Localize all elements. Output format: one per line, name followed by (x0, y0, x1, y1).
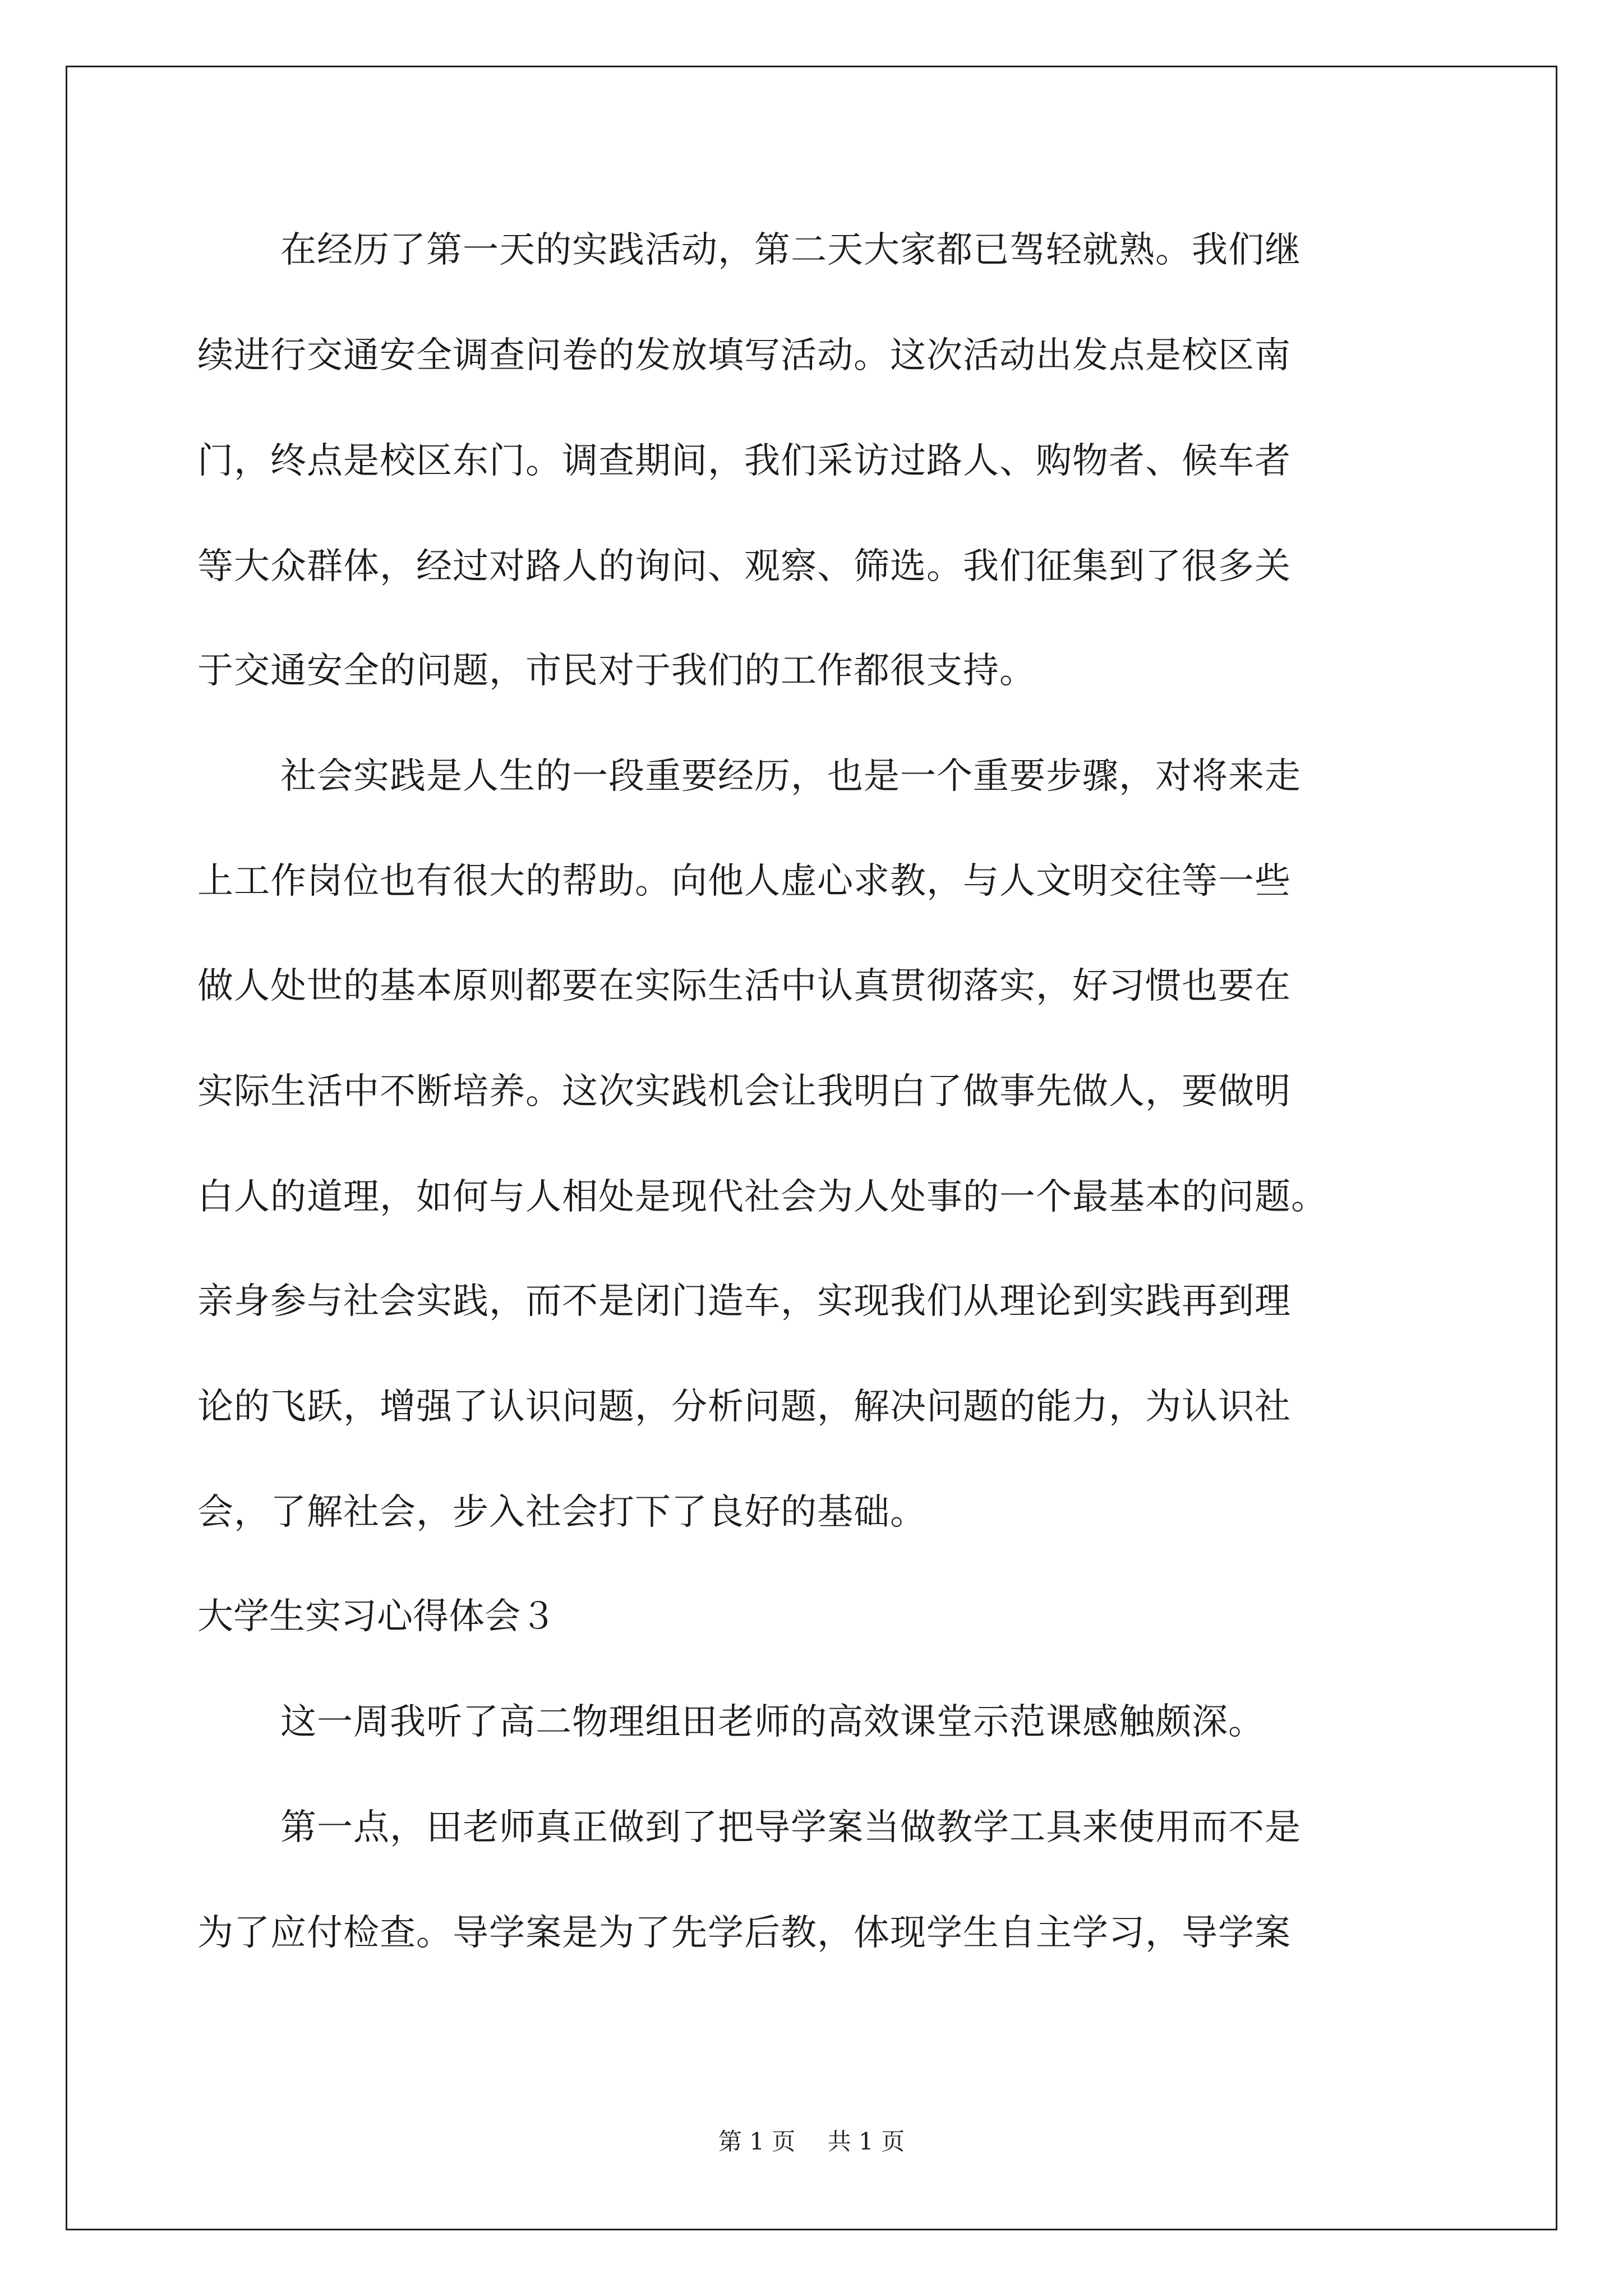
page-total: 共 1 页 (827, 2128, 905, 2155)
text-line: 续进行交通安全调查问卷的发放填写活动。这次活动出发点是校区南 (197, 335, 1291, 376)
text-line: 实际生活中不断培养。这次实践机会让我明白了做事先做人，要做明 (197, 1071, 1291, 1112)
page-border (66, 66, 1557, 2230)
text-line: 白人的道理，如何与人相处是现代社会为人处事的一个最基本的问题。 (197, 1176, 1327, 1218)
text-line: 于交通安全的问题，市民对于我们的工作都很支持。 (197, 650, 1036, 692)
text-line: 在经历了第一天的实践活动，第二天大家都已驾轻就熟。我们继 (280, 229, 1301, 271)
text-line: 第一点，田老师真正做到了把导学案当做教学工具来使用而不是 (280, 1807, 1301, 1848)
text-line: 论的飞跃，增强了认识问题，分析问题，解决问题的能力，为认识社 (197, 1386, 1291, 1428)
section-heading: 大学生实习心得体会３ (197, 1596, 556, 1637)
text-line: 为了应付检查。导学案是为了先学后教，体现学生自主学习，导学案 (197, 1912, 1291, 1954)
page-number: 第 1 页 (718, 2128, 796, 2155)
text-line: 等大众群体，经过对路人的询问、观察、筛选。我们征集到了很多关 (197, 546, 1291, 587)
text-line: 会，了解社会，步入社会打下了良好的基础。 (197, 1492, 926, 1533)
text-line: 做人处世的基本原则都要在实际生活中认真贯彻落实，好习惯也要在 (197, 965, 1291, 1007)
text-line: 这一周我听了高二物理组田老师的高效课堂示范课感触颇深。 (280, 1701, 1265, 1743)
text-line: 亲身参与社会实践，而不是闭门造车，实现我们从理论到实践再到理 (197, 1281, 1291, 1322)
text-line: 社会实践是人生的一段重要经历，也是一个重要步骤，对将来走 (280, 756, 1301, 797)
text-line: 门，终点是校区东门。调查期间，我们采访过路人、购物者、候车者 (197, 440, 1291, 482)
text-line: 上工作岗位也有很大的帮助。向他人虚心求教，与人文明交往等一些 (197, 861, 1291, 902)
page-footer (0, 2126, 1623, 2157)
